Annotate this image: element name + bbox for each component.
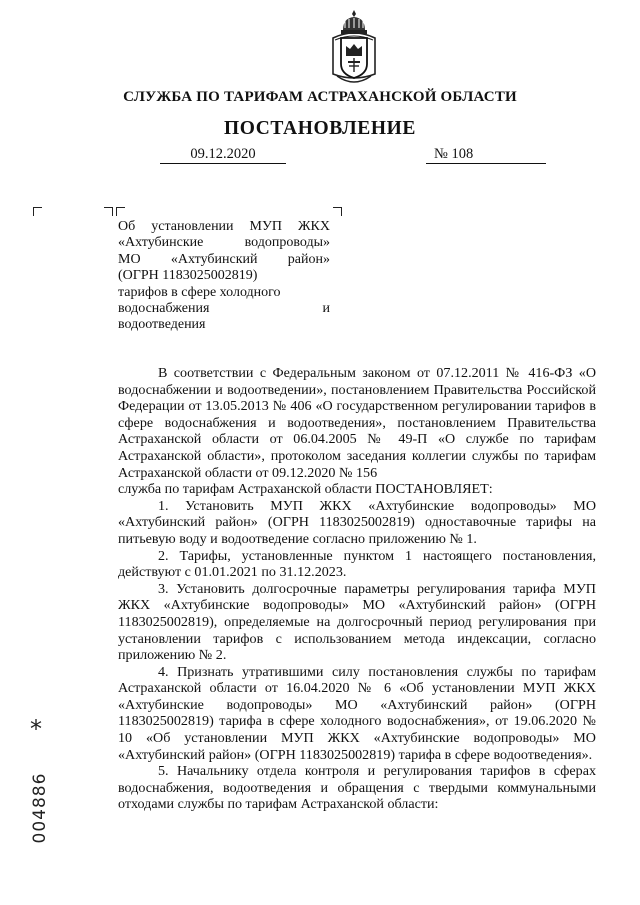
preamble-paragraph: В соответствии с Федеральным законом от 07.12.2011 № 416-ФЗ «О водоснабжении и водоотведении», постановлением Правительства Российской Федерации от 13.05.2013 № 406 «О государственном регулировании тарифов в сфере водоснабжения и водоотведения», постановлением Правительства Астраханской области от 06.04.2005 № 49-П «О службе по тарифам Астраханской области», протоколом заседания коллегии службы по тарифам Астраханской области от 09.12.2020 № 156 — [118, 365, 596, 481]
document-type: ПОСТАНОВЛЕНИЕ — [223, 118, 417, 139]
subject-line: водоснабжения и — [118, 301, 330, 317]
subject-line: МО «Ахтубинский район» — [118, 251, 330, 267]
subject-line: «Ахтубинские водопроводы» — [118, 235, 330, 251]
decree-line: служба по тарифам Астраханской области ПОСТАНОВЛЯЕТ: — [118, 481, 493, 498]
subject-line: водоотведения — [118, 317, 206, 333]
item-paragraph-4: 4. Признать утратившими силу постановления службы по тарифам Астраханской области от 16.04.2020 № 6 «Об установлении МУП ЖКХ «Ахтубинские водопроводы» МО «Ахтубинский район» (ОГРН 1183025002819) тарифа в сфере холодного водоснабжения», от 19.06.2020 № 10 «Об установлении МУП ЖКХ «Ахтубинские водопроводы» МО «Ахтубинский район» (ОГРН 1183025002819) тарифа в сфере водоотведения». — [118, 663, 596, 763]
subject-line: Об установлении МУП ЖКХ — [118, 219, 330, 234]
corner-mark-subject-left — [116, 207, 125, 216]
document-body — [118, 365, 596, 813]
registration-number: 004886 — [30, 772, 50, 844]
item-paragraph-3: 3. Установить долгосрочные параметры регулирования тарифа МУП ЖКХ «Ахтубинские водопроводы» МО «Ахтубинский район» (ОГРН 1183025002819), определяемые на долгосрочный период регулирования при установлении тарифов с использованием метода индексации, согласно приложению № 2. — [118, 580, 596, 664]
item-paragraph-2: 2. Тарифы, установленные пунктом 1 настоящего постановления, действуют с 01.01.2021 по 31.12.2023. — [118, 547, 596, 581]
asterisk-mark: * — [30, 715, 42, 743]
corner-mark-left — [33, 207, 42, 216]
organization-name: СЛУЖБА ПО ТАРИФАМ АСТРАХАНСКОЙ ОБЛАСТИ — [123, 89, 517, 105]
document-date: 09.12.2020 — [160, 146, 286, 164]
side-registration-code — [24, 738, 54, 858]
corner-mark-subject-right — [333, 207, 342, 216]
corner-mark-subject-left-outer — [104, 207, 113, 216]
document-subject — [118, 219, 330, 334]
document-number: № 108 — [426, 146, 546, 164]
coat-of-arms-icon — [329, 8, 379, 88]
item-paragraph-1: 1. Установить МУП ЖКХ «Ахтубинские водопроводы» МО «Ахтубинский район» (ОГРН 1183025002819) одноставочные тарифы на питьевую воду и водоотведение согласно приложению № 1. — [118, 497, 596, 547]
subject-line: (ОГРН 1183025002819) — [118, 268, 258, 284]
item-paragraph-5: 5. Начальнику отдела контроля и регулирования тарифов в сферах водоснабжения, водоотведения и обращения с твердыми коммунальными отходами службы по тарифам Астраханской области: — [118, 763, 596, 813]
subject-line: тарифов в сфере холодного — [118, 284, 281, 300]
